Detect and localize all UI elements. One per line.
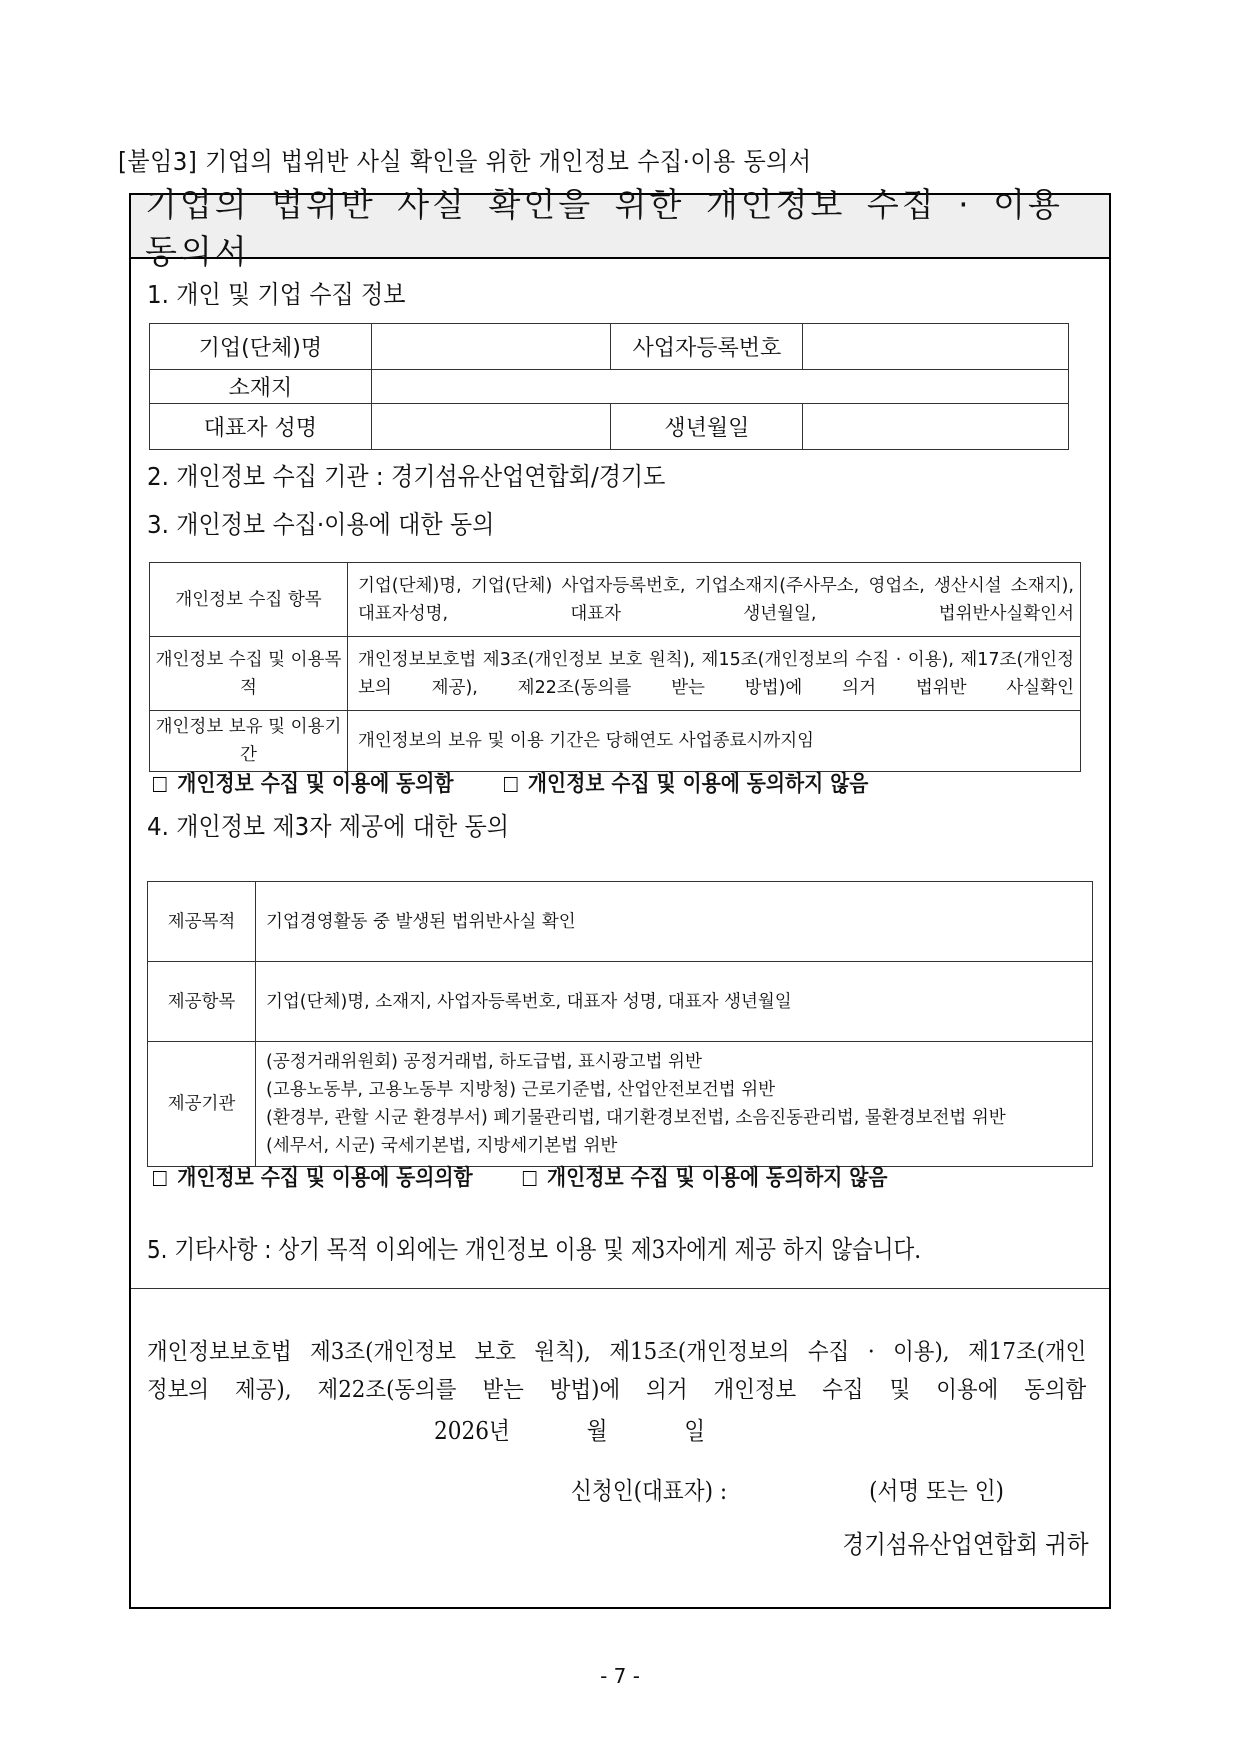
business-number-field[interactable] [803,324,1069,370]
form-title: 기업의 법위반 사실 확인을 위한 개인정보 수집 · 이용 동의서 [131,195,1109,259]
disagree-option[interactable] [504,767,869,798]
attachment-title: [붙임3] 기업의 법위반 사실 확인을 위한 개인정보 수집·이용 동의서 [118,147,812,176]
misc-text: 상기 목적 이외에는 개인정보 이용 및 제3자에게 제공 하지 않습니다. [278,1235,922,1264]
agree-label: 개인정보 수집 및 이용에 동의함 [177,772,454,797]
birthdate-field[interactable] [803,404,1069,450]
disagree-label: 개인정보 수집 및 이용에 동의하지 않음 [527,772,869,797]
recipient: 경기섬유산업연합회 귀하 [842,1530,1089,1559]
retention-value: 개인정보의 보유 및 이용 기간은 당해연도 사업종료시까지임 [348,711,1081,772]
agency-line: (공정거래위원회) 공정거래법, 하도급법, 표시광고법 위반 [266,1052,702,1072]
agree-checkbox[interactable] [153,1171,167,1186]
third-party-consent-options [153,1161,888,1192]
disagree-checkbox[interactable] [504,777,518,792]
agree-option[interactable] [153,1161,473,1192]
retention-label: 개인정보 보유 및 이용기간 [150,711,348,772]
provision-items-label: 제공항목 [148,962,256,1042]
applicant-label: 신청인(대표자) : [571,1477,728,1505]
agency-line: (환경부, 관할 시군 환경부서) 폐기물관리법, 대기환경보전법, 소음진동관리법, 물환경보전법 위반 [266,1108,1006,1128]
disagree-option[interactable] [523,1161,888,1192]
table-row [148,1042,1093,1167]
section2-heading: 2. 개인정보 수집 기관 : 경기섬유산업연합회/경기도 [147,462,666,491]
table-row [148,962,1093,1042]
agree-label: 개인정보 수집 및 이용에 동의의함 [177,1166,473,1191]
declaration-line: 개인정보보호법 제3조(개인정보 보호 원칙), 제15조(개인정보의 수집 · 이용), 제17조(개인 [147,1339,1087,1365]
declaration [147,1333,1086,1409]
collection-consent-table [149,562,1081,772]
purpose-value: 개인정보보호법 제3조(개인정보 보호 원칙), 제15조(개인정보의 수집 · 이용), 제17조(개인정보의 제공), 제22조(동의를 받는 방법)에 의거 법위반 사실확인 [348,637,1081,711]
representative-name-field[interactable] [371,404,611,450]
value-line: 기업(단체)명, 소재지, 사업자등록번호, 대표자 성명, 대표자 생년월일 [266,991,792,1012]
company-name-field[interactable] [371,324,611,370]
table-row [150,563,1081,637]
provision-purpose-value [256,882,1093,962]
agency-line: (세무서, 시군) 국세기본법, 지방세기본법 위반 [266,1136,618,1156]
section3-heading: 3. 개인정보 수집·이용에 대한 동의 [147,510,495,539]
recipient-agencies-label: 제공기관 [148,1042,256,1167]
value-line: 기업경영활동 중 발생된 법위반사실 확인 [266,911,576,932]
table-row [150,637,1081,711]
table-row [148,882,1093,962]
recipient-agencies-value [256,1042,1093,1167]
table-row [150,711,1081,772]
declaration-line: 정보의 제공), 제22조(동의를 받는 방법)에 의거 개인정보 수집 및 이용에 동의함 [147,1377,1087,1403]
collection-items-label: 개인정보 수집 항목 [150,563,348,637]
disagree-label: 개인정보 수집 및 이용에 동의하지 않음 [547,1166,888,1191]
applicant-line [571,1471,1004,1506]
consent-form [129,185,1111,1609]
page-number: - 7 - [600,1664,640,1688]
date-day: 일 [684,1417,706,1445]
collection-consent-options [153,767,868,798]
address-field[interactable] [371,370,1068,404]
table-row [150,370,1069,404]
address-label: 소재지 [150,370,372,404]
purpose-label: 개인정보 수집 및 이용목적 [150,637,348,711]
third-party-table [147,881,1093,1167]
misc-label: 5. 기타사항 : [147,1235,272,1264]
section4-heading: 4. 개인정보 제3자 제공에 대한 동의 [147,812,509,841]
table-row [150,404,1069,450]
date-month: 월 [586,1417,608,1445]
signature-hint: (서명 또는 인) [869,1477,1004,1505]
collection-items-value: 기업(단체)명, 기업(단체) 사업자등록번호, 기업소재지(주사무소, 영업소, 생산시설 소재지), 대표자성명, 대표자 생년월일, 법위반사실확인서 [348,563,1081,637]
section1-heading: 1. 개인 및 기업 수집 정보 [147,280,406,309]
company-name-label: 기업(단체)명 [150,324,372,370]
provision-items-value [256,962,1093,1042]
disagree-checkbox[interactable] [523,1171,537,1186]
date-line [434,1411,705,1446]
representative-name-label: 대표자 성명 [150,404,372,450]
date-year: 2026년 [434,1417,510,1445]
business-number-label: 사업자등록번호 [611,324,803,370]
provision-purpose-label: 제공목적 [148,882,256,962]
agree-checkbox[interactable] [153,777,167,792]
misc-notes [147,1230,921,1266]
section-divider [131,1288,1109,1289]
agree-option[interactable] [153,767,454,798]
info-table [149,323,1069,450]
birthdate-label: 생년월일 [611,404,803,450]
agency-line: (고용노동부, 고용노동부 지방청) 근로기준법, 산업안전보건법 위반 [266,1080,776,1100]
table-row [150,324,1069,370]
